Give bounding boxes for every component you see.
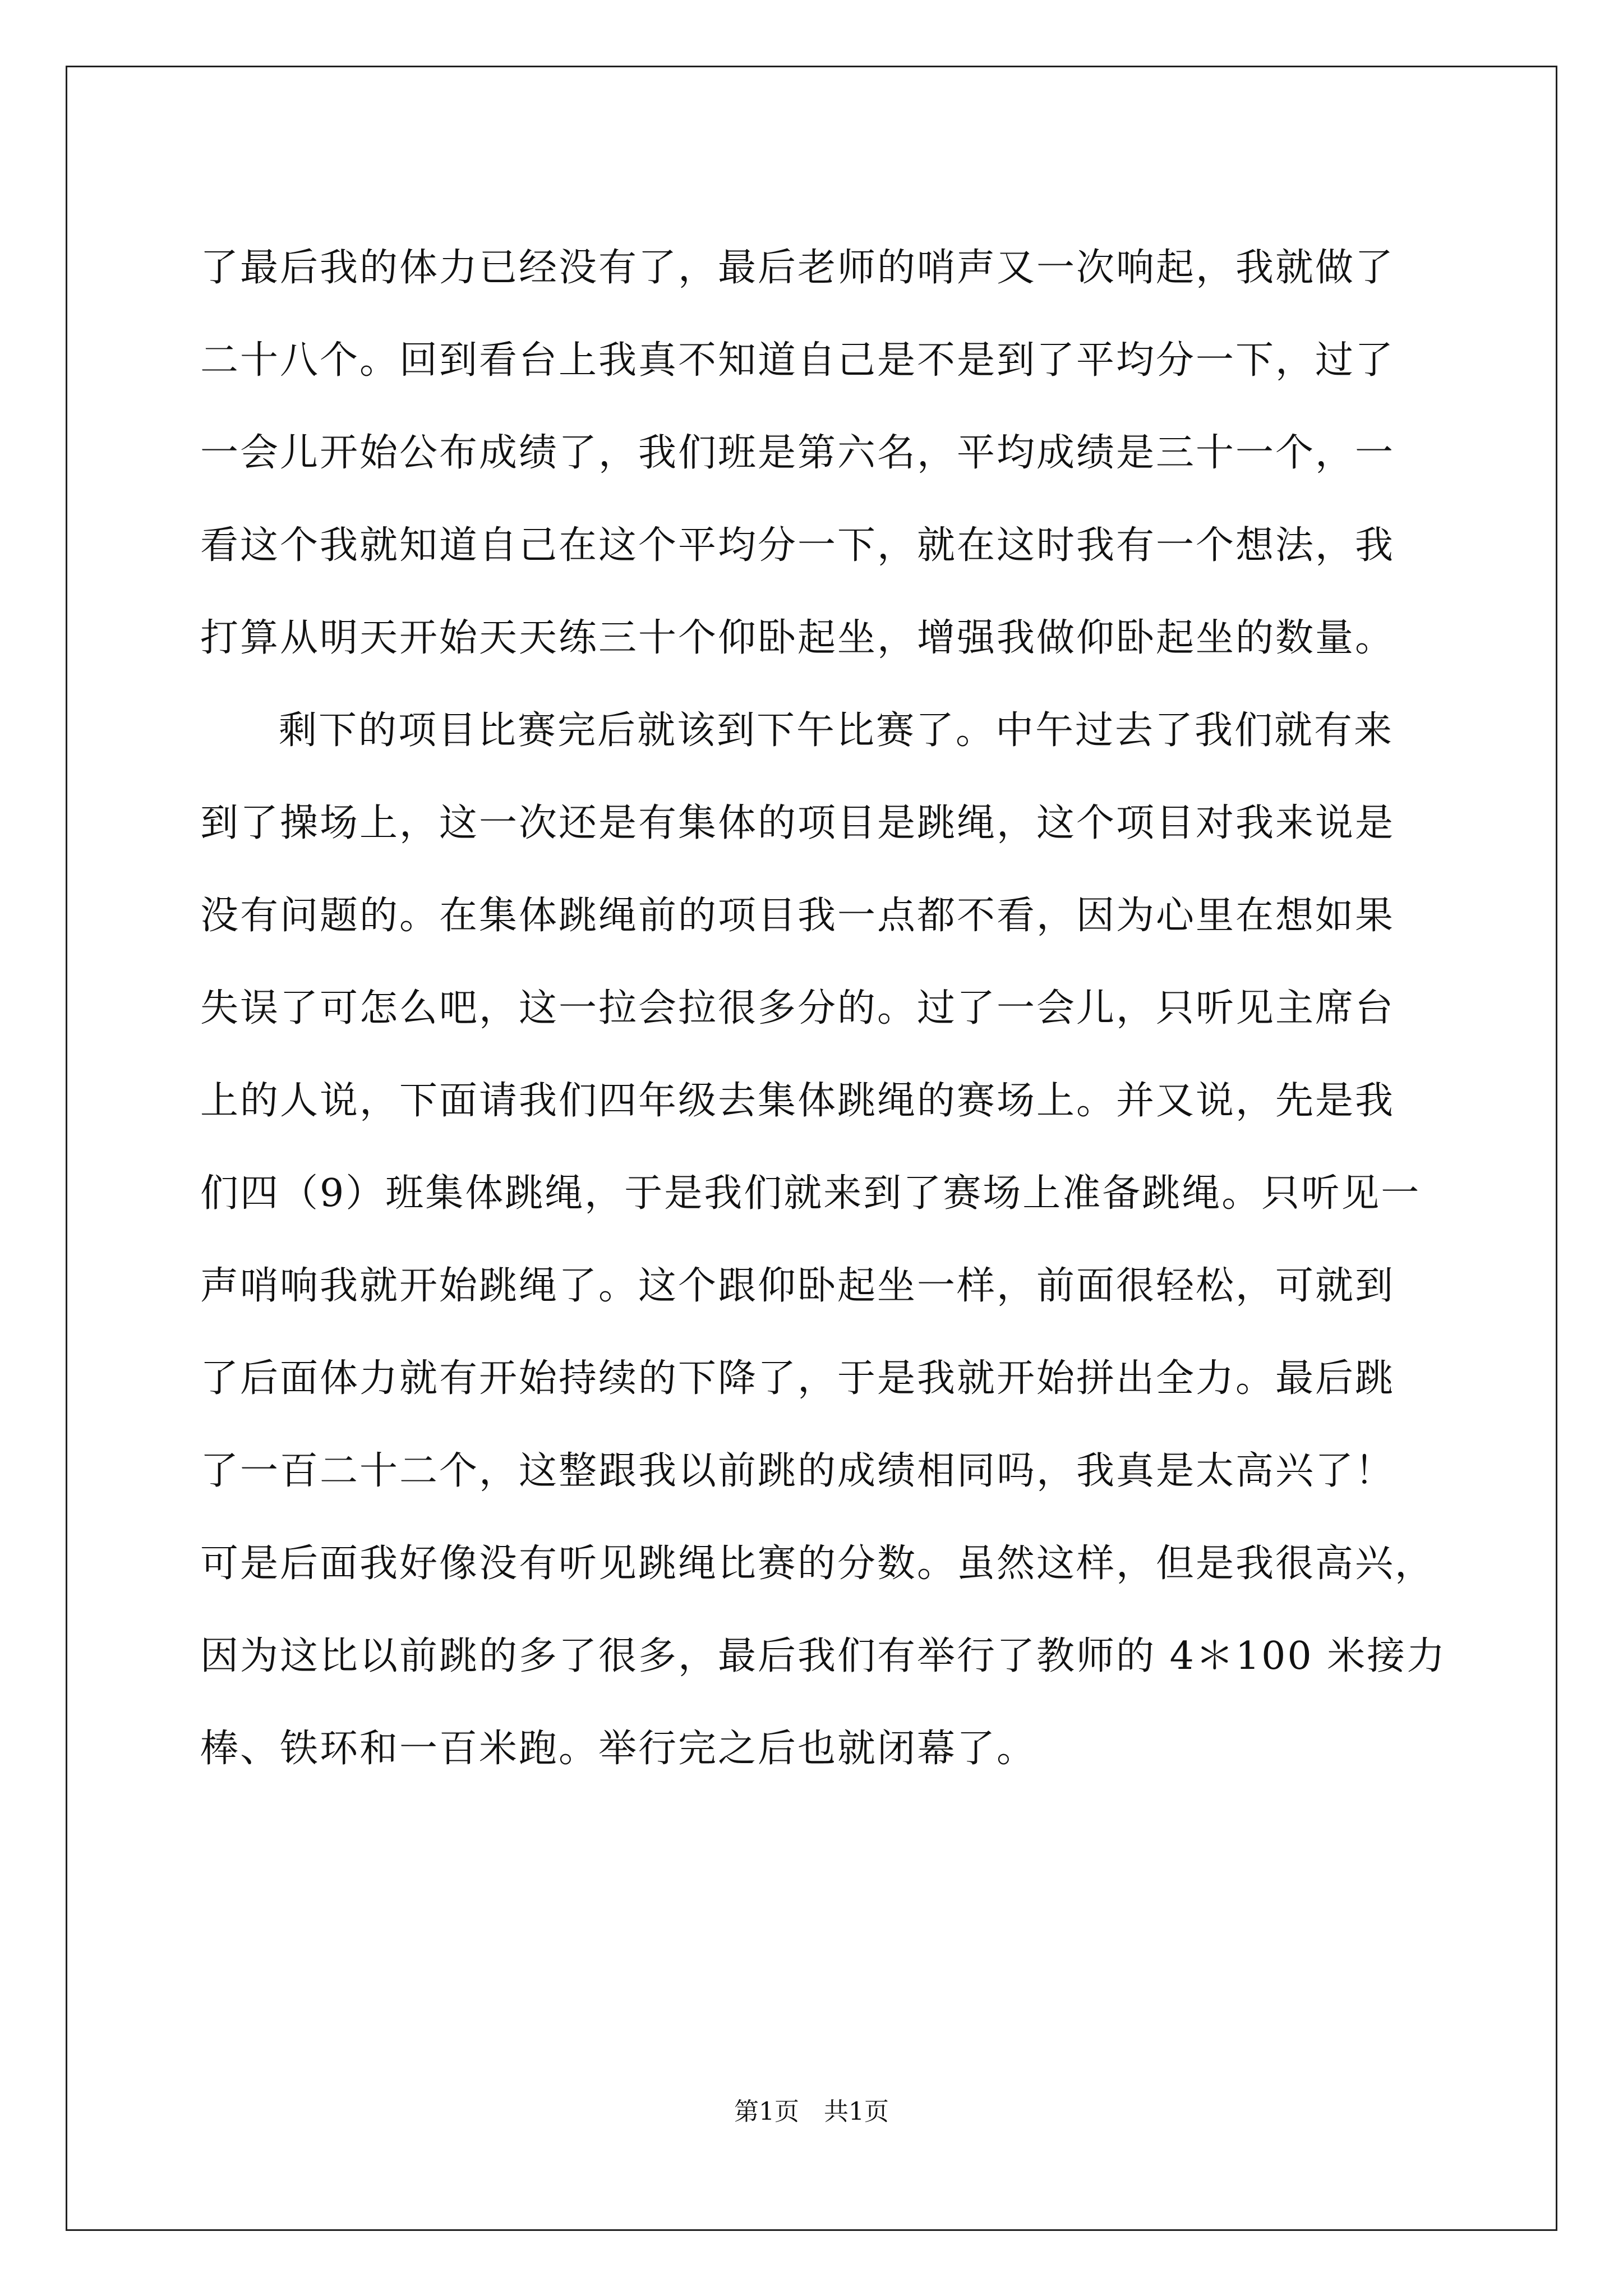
text-line: 了最后我的体力已经没有了，最后老师的哨声又一次响起，我就做了 bbox=[200, 246, 1395, 290]
text-line: 棒、铁环和一百米跑。举行完之后也就闭幕了。 bbox=[200, 1727, 1037, 1771]
page-number-footer: 第1页 共1页 bbox=[734, 2097, 889, 2126]
document-body bbox=[200, 222, 1447, 1795]
text-line: 可是后面我好像没有听见跳绳比赛的分数。虽然这样，但是我很高兴， bbox=[200, 1542, 1435, 1586]
text-line: 二十八个。回到看台上我真不知道自己是不是到了平均分一下，过了 bbox=[200, 338, 1395, 383]
text-line: 没有问题的。在集体跳绳前的项目我一点都不看，因为心里在想如果 bbox=[200, 894, 1395, 938]
text-line: 了一百二十二个，这整跟我以前跳的成绩相同吗，我真是太高兴了！ bbox=[200, 1449, 1395, 1493]
paragraph-start-line: 剩下的项目比赛完后就该到下午比赛了。中午过去了我们就有来 bbox=[279, 708, 1394, 753]
text-line: 了后面体力就有开始持续的下降了，于是我就开始拼出全力。最后跳 bbox=[200, 1356, 1395, 1401]
text-line: 们四（9）班集体跳绳，于是我们就来到了赛场上准备跳绳。只听见一 bbox=[200, 1171, 1421, 1216]
text-line: 因为这比以前跳的多了很多，最后我们有举行了教师的 4＊100 米接力 bbox=[200, 1634, 1447, 1678]
text-line: 失误了可怎么吧，这一拉会拉很多分的。过了一会儿，只听见主席台 bbox=[200, 986, 1395, 1030]
text-line: 看这个我就知道自己在这个平均分一下，就在这时我有一个想法，我 bbox=[200, 523, 1395, 568]
text-line: 打算从明天开始天天练三十个仰卧起坐，增强我做仰卧起坐的数量。 bbox=[200, 616, 1395, 660]
text-line: 上的人说，下面请我们四年级去集体跳绳的赛场上。并又说，先是我 bbox=[200, 1079, 1395, 1123]
text-line: 到了操场上，这一次还是有集体的项目是跳绳，这个项目对我来说是 bbox=[200, 801, 1395, 845]
text-line: 声哨响我就开始跳绳了。这个跟仰卧起坐一样，前面很轻松，可就到 bbox=[200, 1264, 1395, 1308]
text-line: 一会儿开始公布成绩了，我们班是第六名，平均成绩是三十一个，一 bbox=[200, 431, 1395, 475]
